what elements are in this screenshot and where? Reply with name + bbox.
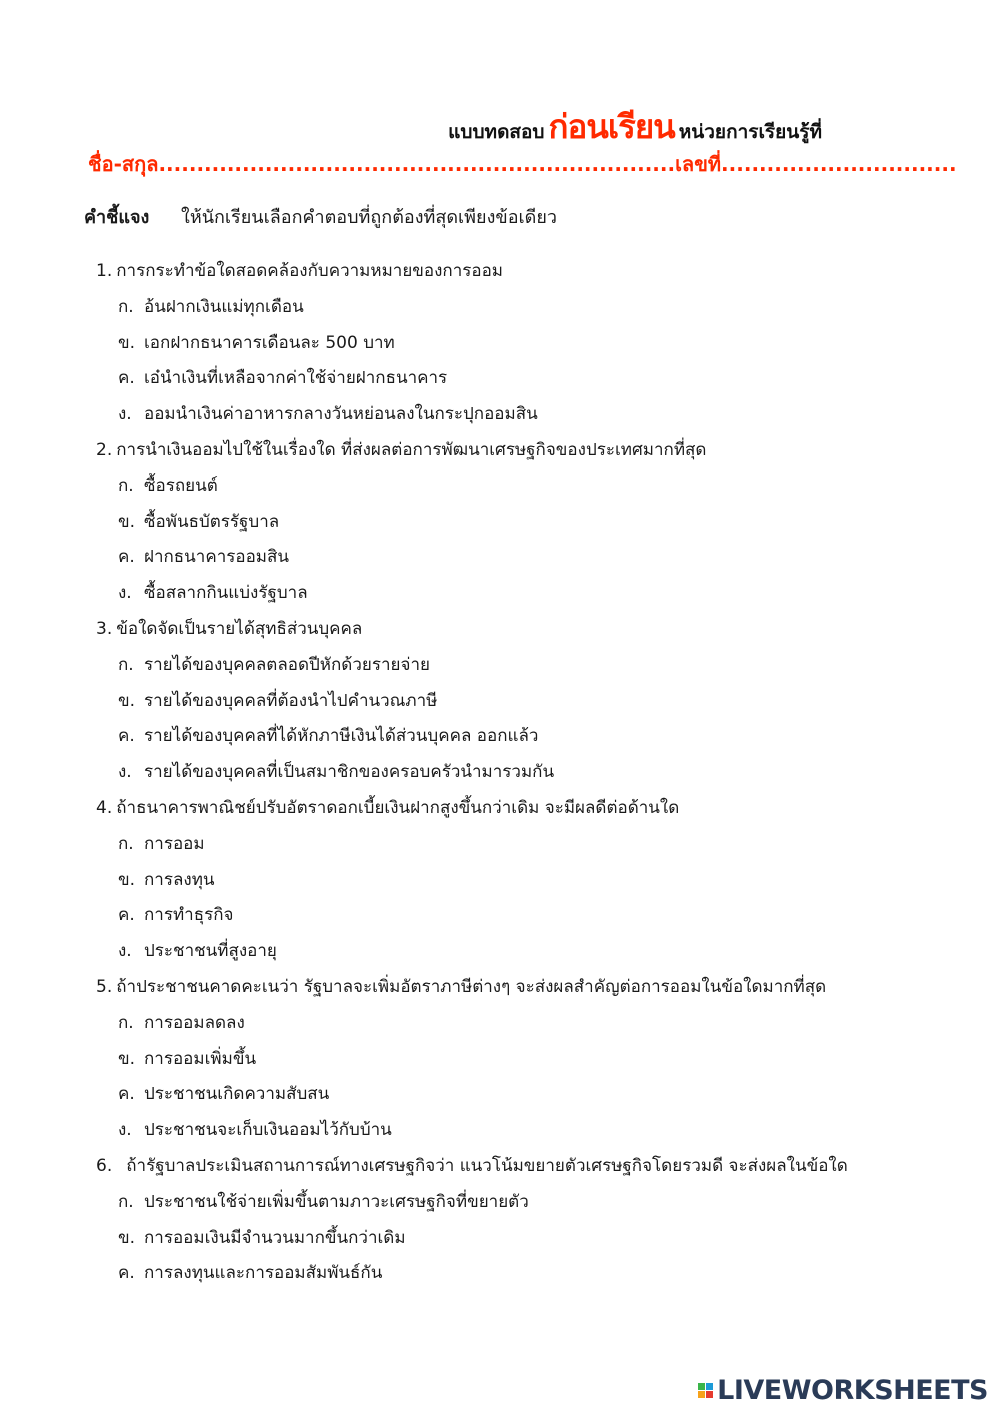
question-text: ถ้ารัฐบาลประเมินสถานการณ์ทางเศรษฐกิจว่า แนวโน้มขยายตัวเศรษฐกิจโดยรวมดี จะส่งผลในข้อใด (126, 1155, 848, 1176)
option-text: รายได้ของบุคคลตลอดปีหักด้วยรายจ่าย (144, 654, 430, 675)
answer-option[interactable] (0, 505, 1000, 541)
answer-option[interactable] (0, 290, 1000, 326)
option-text: การออม (144, 833, 205, 854)
question-3 (0, 612, 1000, 791)
question-6 (0, 1149, 1000, 1292)
title-suffix: หน่วยการเรียนรู้ที่ (678, 121, 822, 143)
option-text: ซื้อพันธบัตรรัฐบาล (144, 511, 280, 532)
answer-option[interactable] (0, 576, 1000, 612)
answer-option[interactable] (0, 540, 1000, 576)
answer-option[interactable] (0, 1042, 1000, 1078)
worksheet-title (448, 100, 822, 153)
question-number: 5. (96, 976, 113, 997)
question-list (0, 254, 1000, 1292)
question-number: 4. (96, 797, 113, 818)
question-text: ข้อใดจัดเป็นรายได้สุทธิส่วนบุคคล (116, 618, 363, 639)
question-number: 3. (96, 618, 113, 639)
option-text: เอกฝากธนาคารเดือนละ 500 บาท (144, 332, 395, 353)
option-label: ง. (118, 941, 132, 962)
answer-option[interactable] (0, 361, 1000, 397)
option-text: ประชาชนที่สูงอายุ (144, 941, 277, 962)
answer-option[interactable] (0, 1113, 1000, 1149)
question-4 (0, 791, 1000, 970)
answer-option[interactable] (0, 397, 1000, 433)
option-label: ค. (118, 726, 135, 747)
answer-option[interactable] (0, 934, 1000, 970)
question-line (0, 791, 1000, 827)
instruction (84, 202, 557, 231)
option-text: ซื้อรถยนต์ (144, 475, 218, 496)
instruction-text: ให้นักเรียนเลือกคำตอบที่ถูกต้องที่สุดเพียงข้อเดียว (181, 207, 557, 228)
option-label: ข. (118, 332, 136, 353)
question-number: 2. (96, 439, 113, 460)
option-label: ง. (118, 1120, 132, 1141)
question-line (0, 254, 1000, 290)
answer-option[interactable] (0, 898, 1000, 934)
option-label: ง. (118, 762, 132, 783)
option-label: ข. (118, 869, 136, 890)
option-text: ประชาชนจะเก็บเงินออมไว้กับบ้าน (144, 1120, 392, 1141)
option-text: การทำธุรกิจ (144, 905, 234, 926)
option-label: ง. (118, 404, 132, 425)
option-label: ก. (118, 1191, 134, 1212)
option-label: ก. (118, 1012, 134, 1033)
answer-option[interactable] (0, 326, 1000, 362)
question-5 (0, 970, 1000, 1149)
answer-option[interactable] (0, 684, 1000, 720)
option-label: ก. (118, 654, 134, 675)
answer-option[interactable] (0, 648, 1000, 684)
question-line (0, 433, 1000, 469)
logo-text: LIVEWORKSHEETS (717, 1375, 988, 1406)
option-label: ค. (118, 1084, 135, 1105)
option-label: ค. (118, 368, 135, 389)
answer-option[interactable] (0, 755, 1000, 791)
option-text: การออมลดลง (144, 1012, 245, 1033)
logo-square (698, 1383, 705, 1390)
option-label: ก. (118, 296, 134, 317)
option-text: การออมเพิ่มขึ้น (144, 1048, 257, 1069)
name-number-line: ชื่อ-สกุล....................................................................เลขที่............................... (88, 152, 957, 176)
option-label: ค. (118, 905, 135, 926)
option-text: รายได้ของบุคคลที่ได้หักภาษีเงินได้ส่วนบุคคล ออกแล้ว (144, 726, 539, 747)
answer-option[interactable] (0, 1006, 1000, 1042)
option-label: ค. (118, 1263, 135, 1284)
liveworksheets-mark-icon (698, 1383, 713, 1398)
answer-option[interactable] (0, 1185, 1000, 1221)
option-label: ก. (118, 833, 134, 854)
question-text: การนำเงินออมไปใช้ในเรื่องใด ที่ส่งผลต่อการพัฒนาเศรษฐกิจของประเทศมากที่สุด (116, 439, 707, 460)
option-label: ข. (118, 690, 136, 711)
question-number: 1. (96, 261, 113, 281)
option-label: ง. (118, 583, 132, 604)
option-text: อ้นฝากเงินแม่ทุกเดือน (144, 296, 304, 317)
logo-square (706, 1383, 713, 1390)
title-emphasis: ก่อนเรียน (548, 107, 675, 146)
answer-option[interactable] (0, 863, 1000, 899)
question-text: ถ้าธนาคารพาณิชย์ปรับอัตราดอกเบี้ยเงินฝากสูงขึ้นกว่าเดิม จะมีผลดีต่อด้านใด (116, 797, 680, 818)
option-text: การลงทุนและการออมสัมพันธ์กัน (144, 1263, 383, 1284)
option-text: การลงทุน (144, 869, 215, 890)
option-text: ประชาชนใช้จ่ายเพิ่มขึ้นตามภาวะเศรษฐกิจที่ขยายตัว (144, 1191, 529, 1212)
answer-option[interactable] (0, 1077, 1000, 1113)
option-label: ค. (118, 547, 135, 568)
question-line (0, 612, 1000, 648)
answer-option[interactable] (0, 719, 1000, 755)
option-text: รายได้ของบุคคลที่ต้องนำไปคำนวณภาษี (144, 690, 438, 711)
question-line (0, 970, 1000, 1006)
question-1 (0, 254, 1000, 433)
question-text: การกระทำข้อใดสอดคล้องกับความหมายของการออม (116, 261, 504, 281)
question-number: 6. (96, 1155, 113, 1176)
option-text: ซื้อสลากกินแบ่งรัฐบาล (144, 583, 308, 604)
option-text: รายได้ของบุคคลที่เป็นสมาชิกของครอบครัวนำมารวมกัน (144, 762, 555, 783)
answer-option[interactable] (0, 1221, 1000, 1257)
option-text: ประชาชนเกิดความสับสน (144, 1084, 330, 1105)
question-text: ถ้าประชาชนคาดคะเนว่า รัฐบาลจะเพิ่มอัตราภาษีต่างๆ จะส่งผลสำคัญต่อการออมในข้อใดมากที่สุด (116, 976, 827, 997)
answer-option[interactable] (0, 1256, 1000, 1292)
option-label: ข. (118, 1048, 136, 1069)
option-label: ข. (118, 511, 136, 532)
option-text: เอ๋นำเงินที่เหลือจากค่าใช้จ่ายฝากธนาคาร (144, 368, 448, 389)
question-line (0, 1149, 1000, 1185)
logo-square (698, 1391, 705, 1398)
option-label: ก. (118, 475, 134, 496)
title-prefix: แบบทดสอบ (448, 121, 545, 143)
question-2 (0, 433, 1000, 612)
instruction-label: คำชี้แจง (84, 207, 150, 228)
logo-square (706, 1391, 713, 1398)
answer-option[interactable] (0, 827, 1000, 863)
liveworksheets-logo (698, 1375, 988, 1406)
option-text: ออมนำเงินค่าอาหารกลางวันหย่อนลงในกระปุกออมสิน (144, 404, 538, 425)
answer-option[interactable] (0, 469, 1000, 505)
option-text: ฝากธนาคารออมสิน (144, 547, 290, 568)
option-label: ข. (118, 1227, 136, 1248)
option-text: การออมเงินมีจำนวนมากขึ้นกว่าเดิม (144, 1227, 406, 1248)
